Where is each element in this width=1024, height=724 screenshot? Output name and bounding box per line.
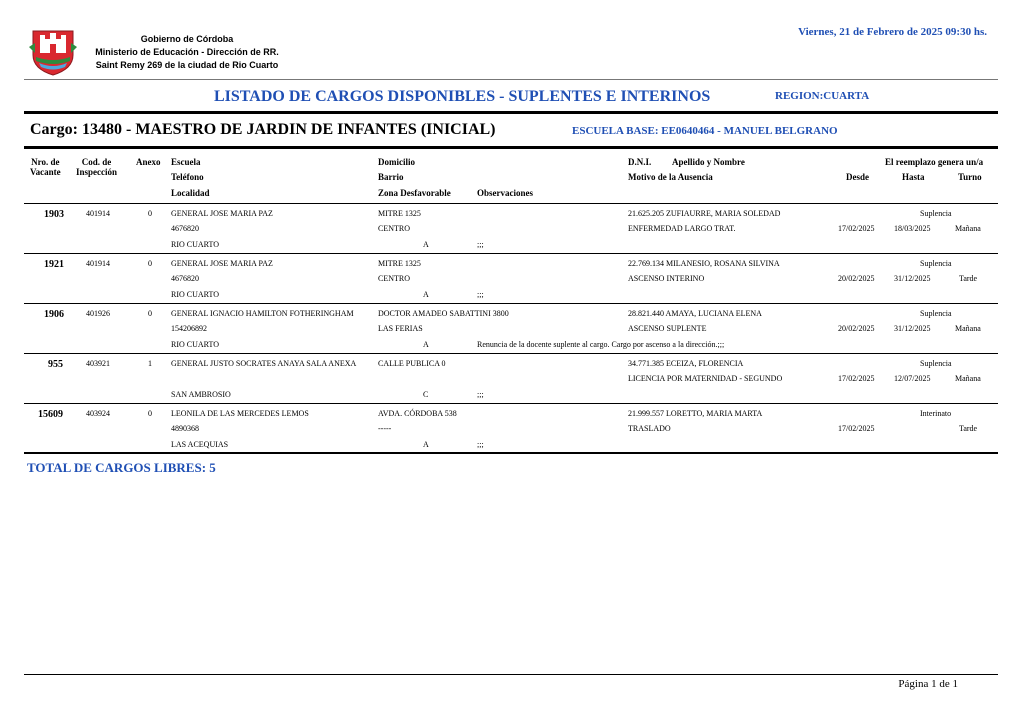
cargo-divider	[24, 146, 998, 149]
col-domicilio: Domicilio	[378, 157, 415, 167]
vacante-number: 1921	[44, 259, 64, 270]
col-observaciones: Observaciones	[477, 188, 533, 198]
escuela-name: GENERAL JOSE MARIA PAZ	[171, 209, 273, 218]
row-divider	[24, 303, 998, 304]
vacante-number: 1906	[44, 309, 64, 320]
org-name: Gobierno de Córdoba	[140, 34, 234, 44]
col-desde: Desde	[846, 172, 869, 182]
motivo-value: ASCENSO SUPLENTE	[628, 324, 707, 333]
col-cod-inspeccion: Cod. de Inspección	[76, 157, 118, 177]
cargo-title: Cargo: 13480 - MAESTRO DE JARDIN DE INFANTES (INICIAL)	[30, 121, 496, 138]
inspeccion-code: 403921	[86, 359, 110, 368]
dni-nombre: 34.771.385 ECEIZA, FLORENCIA	[628, 359, 744, 368]
col-hasta: Hasta	[902, 172, 925, 182]
col-escuela: Escuela	[171, 157, 201, 167]
turno-value: Tarde	[959, 424, 978, 433]
motivo-value: ENFERMEDAD LARGO TRAT.	[628, 224, 736, 233]
vacante-number: 15609	[38, 409, 63, 420]
localidad-value: RIO CUARTO	[171, 290, 220, 299]
row-divider	[24, 253, 998, 254]
desde-value: 17/02/2025	[838, 224, 875, 233]
zona-value: C	[423, 390, 429, 399]
desde-value: 17/02/2025	[838, 374, 875, 383]
org-header	[82, 33, 292, 72]
col-reemplazo: El reemplazo genera un/a	[885, 157, 984, 167]
anexo-value: 0	[148, 409, 152, 418]
observaciones-value: ;;;	[477, 390, 484, 399]
turno-value: Mañana	[955, 374, 981, 383]
header-divider	[24, 203, 998, 204]
domicilio-value: CALLE PUBLICA 0	[378, 359, 446, 368]
desde-value: 20/02/2025	[838, 324, 875, 333]
hasta-value: 31/12/2025	[894, 324, 931, 333]
zona-value: A	[423, 290, 429, 299]
escuela-base: ESCUELA BASE: EE0640464 - MANUEL BELGRANO	[572, 125, 838, 137]
page-number: Página 1 de 1	[898, 678, 958, 690]
inspeccion-code: 401914	[86, 259, 110, 268]
genera-value: Suplencia	[920, 209, 952, 218]
row-divider	[24, 403, 998, 404]
total-cargos: TOTAL DE CARGOS LIBRES: 5	[27, 460, 216, 475]
inspeccion-code: 401926	[86, 309, 110, 318]
anexo-value: 0	[148, 209, 152, 218]
report-title: LISTADO DE CARGOS DISPONIBLES - SUPLENTES E INTERINOS	[214, 88, 711, 105]
anexo-value: 0	[148, 309, 152, 318]
localidad-value: LAS ACEQUIAS	[171, 440, 229, 449]
col-anexo: Anexo	[136, 157, 161, 167]
genera-value: Suplencia	[920, 259, 952, 268]
localidad-value: RIO CUARTO	[171, 240, 220, 249]
domicilio-value: MITRE 1325	[378, 209, 421, 218]
col-telefono: Teléfono	[171, 172, 204, 182]
localidad-value: SAN AMBROSIO	[171, 390, 231, 399]
escuela-name: GENERAL IGNACIO HAMILTON FOTHERINGHAM	[171, 309, 354, 318]
hasta-value: 31/12/2025	[894, 274, 931, 283]
report-datetime: Viernes, 21 de Febrero de 2025 09:30 hs.	[798, 26, 987, 38]
telefono-value: 4676820	[171, 224, 199, 233]
escuela-name: GENERAL JOSE MARIA PAZ	[171, 259, 273, 268]
anexo-value: 1	[148, 359, 152, 368]
domicilio-value: MITRE 1325	[378, 259, 421, 268]
turno-value: Mañana	[955, 224, 981, 233]
desde-value: 17/02/2025	[838, 424, 875, 433]
localidad-value: RIO CUARTO	[171, 340, 220, 349]
region-label: REGION:CUARTA	[775, 90, 870, 102]
title-divider	[24, 111, 998, 114]
turno-value: Mañana	[955, 324, 981, 333]
dni-nombre: 21.625.205 ZUFIAURRE, MARIA SOLEDAD	[628, 209, 781, 218]
org-address: Saint Remy 269 de la ciudad de Rio Cuarto	[95, 60, 279, 70]
col-localidad: Localidad	[171, 188, 210, 198]
genera-value: Interinato	[920, 409, 952, 418]
domicilio-value: DOCTOR AMADEO SABATTINI 3800	[378, 309, 509, 318]
footer-divider	[24, 674, 998, 675]
barrio-value: -----	[378, 424, 392, 433]
observaciones-value: ;;;	[477, 290, 484, 299]
col-nro-vacante: Nro. de Vacante	[30, 157, 61, 177]
telefono-value: 4676820	[171, 274, 199, 283]
desde-value: 20/02/2025	[838, 274, 875, 283]
anexo-value: 0	[148, 259, 152, 268]
escuela-name: LEONILA DE LAS MERCEDES LEMOS	[171, 409, 309, 418]
row-divider	[24, 353, 998, 354]
vacante-number: 955	[48, 359, 63, 370]
observaciones-value: ;;;	[477, 240, 484, 249]
col-zona: Zona Desfavorable	[378, 188, 451, 198]
domicilio-value: AVDA. CÓRDOBA 538	[378, 409, 457, 418]
government-seal-logo	[27, 25, 79, 77]
motivo-value: TRASLADO	[628, 424, 671, 433]
col-motivo: Motivo de la Ausencia	[628, 172, 713, 182]
dni-nombre: 21.999.557 LORETTO, MARIA MARTA	[628, 409, 763, 418]
col-turno: Turno	[958, 172, 982, 182]
hasta-value: 12/07/2025	[894, 374, 931, 383]
hasta-value: 18/03/2025	[894, 224, 931, 233]
telefono-value: 154206892	[171, 324, 207, 333]
barrio-value: CENTRO	[378, 224, 410, 233]
genera-value: Suplencia	[920, 309, 952, 318]
observaciones-value: ;;;	[477, 440, 484, 449]
dni-nombre: 22.769.134 MILANESIO, ROSANA SILVINA	[628, 259, 780, 268]
motivo-value: LICENCIA POR MATERNIDAD - SEGUNDO	[628, 374, 783, 383]
top-divider	[24, 79, 998, 80]
turno-value: Tarde	[959, 274, 978, 283]
motivo-value: ASCENSO INTERINO	[628, 274, 705, 283]
dni-nombre: 28.821.440 AMAYA, LUCIANA ELENA	[628, 309, 762, 318]
inspeccion-code: 403924	[86, 409, 110, 418]
table-bottom-divider	[24, 452, 998, 454]
zona-value: A	[423, 440, 429, 449]
barrio-value: CENTRO	[378, 274, 410, 283]
observaciones-value: Renuncia de la docente suplente al cargo. Cargo por ascenso a la dirección.;;;	[477, 340, 725, 349]
telefono-value: 4890368	[171, 424, 199, 433]
col-barrio: Barrio	[378, 172, 404, 182]
org-ministry: Ministerio de Educación - Dirección de RR.	[95, 47, 279, 57]
inspeccion-code: 401914	[86, 209, 110, 218]
vacante-number: 1903	[44, 209, 64, 220]
zona-value: A	[423, 240, 429, 249]
col-dni: D.N.I.	[628, 157, 652, 167]
genera-value: Suplencia	[920, 359, 952, 368]
barrio-value: LAS FERIAS	[378, 324, 423, 333]
zona-value: A	[423, 340, 429, 349]
escuela-name: GENERAL JUSTO SOCRATES ANAYA SALA ANEXA	[171, 359, 357, 368]
col-apellido: Apellido y Nombre	[672, 157, 745, 167]
